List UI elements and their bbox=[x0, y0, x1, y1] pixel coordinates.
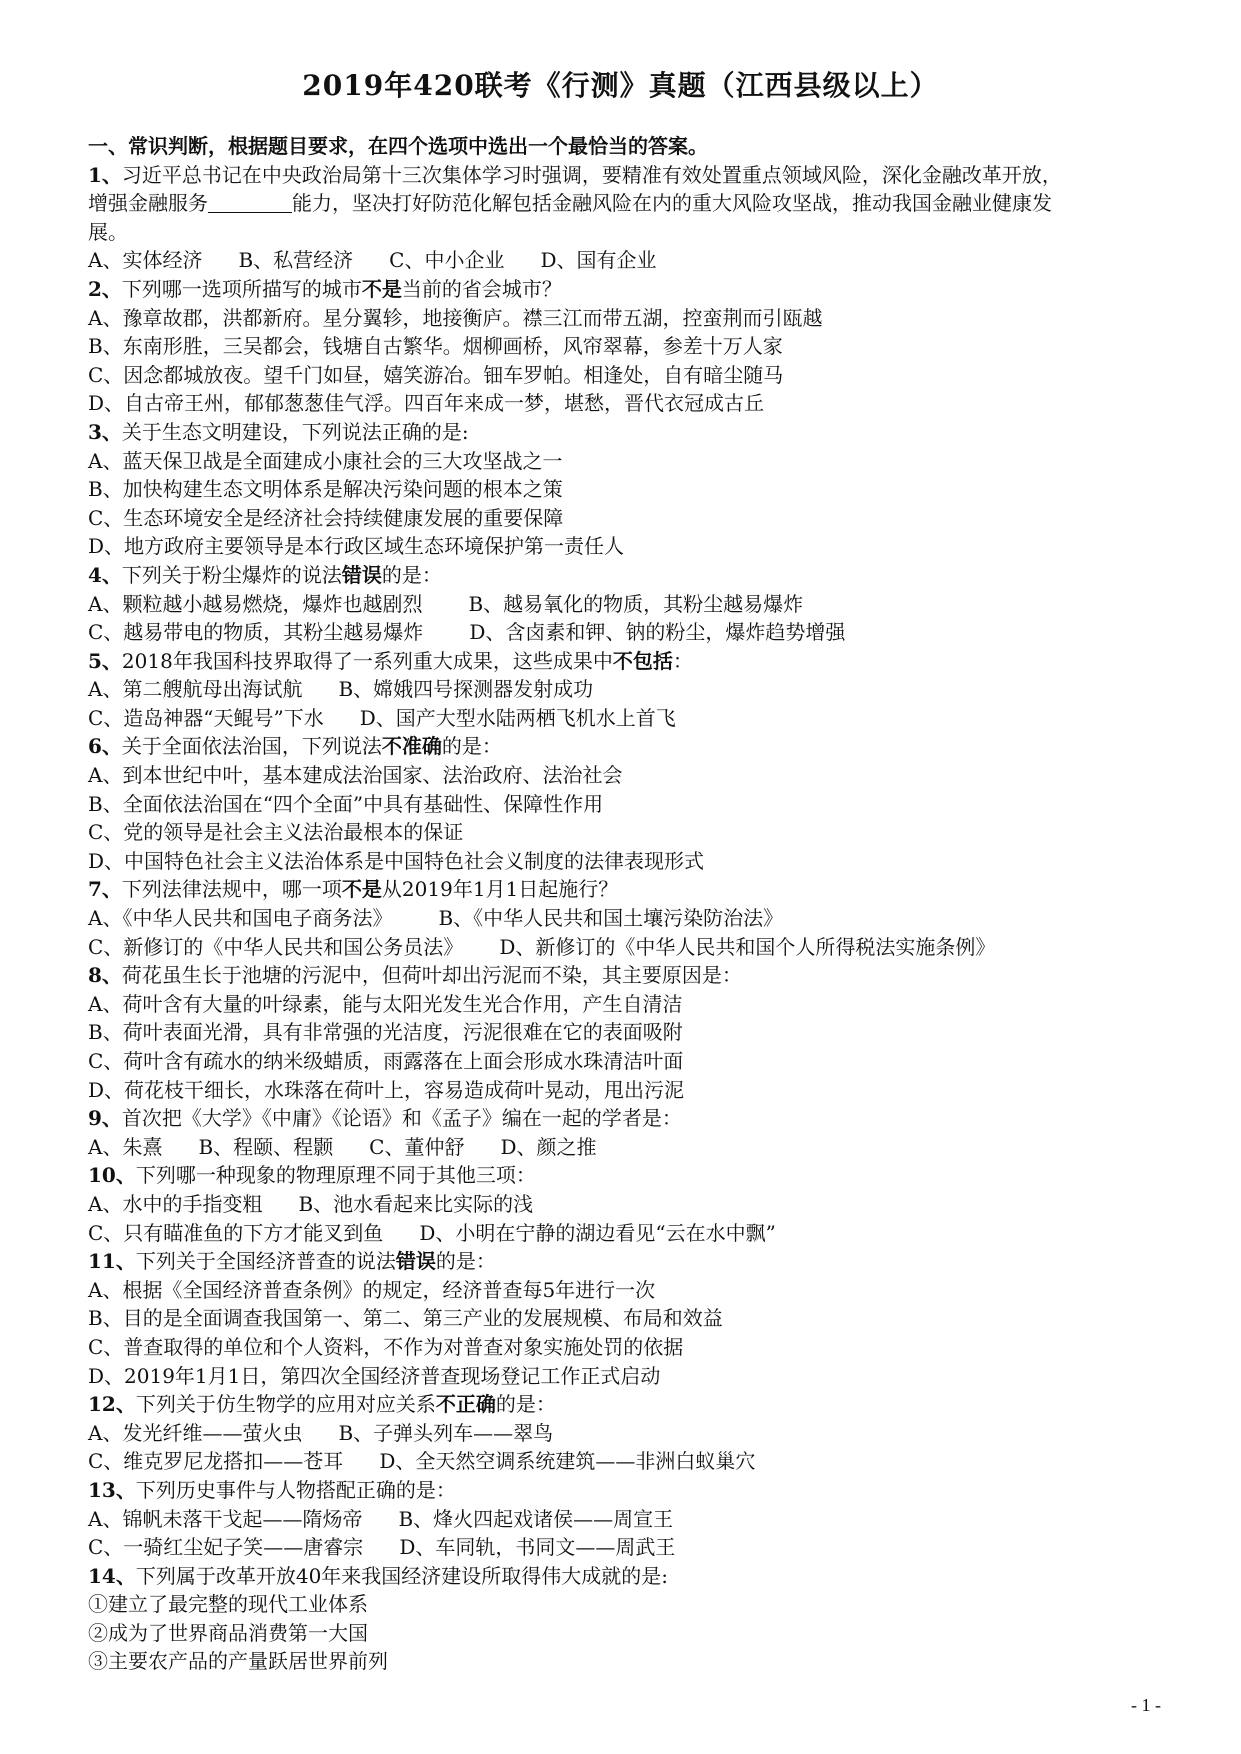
emphasis: 不是 bbox=[361, 276, 402, 301]
option-b: B、目的是全面调查我国第一、第二、第三产业的发展规模、布局和效益 bbox=[88, 1306, 723, 1331]
page-title: 2019年420联考《行测》真题（江西县级以上） bbox=[302, 69, 939, 102]
question-4-stem: 4、下列关于粉尘爆炸的说法错误的是： bbox=[88, 562, 442, 587]
option-a: A、根据《全国经济普查条例》的规定，经济普查每5年进行一次 bbox=[88, 1277, 656, 1302]
question-list bbox=[88, 132, 1160, 1676]
option-a: A、颗粒越小越易燃烧，爆炸也越剧烈 bbox=[88, 591, 423, 616]
question-12-options-row1 bbox=[88, 1419, 1160, 1448]
option-c: C、只有瞄准鱼的下方才能叉到鱼 bbox=[88, 1220, 384, 1245]
question-number: 5、 bbox=[88, 648, 122, 673]
option-c: C、生态环境安全是经济社会持续健康发展的重要保障 bbox=[88, 505, 564, 530]
option-a: A、实体经济 bbox=[88, 248, 203, 273]
emphasis: 不准确 bbox=[381, 734, 442, 759]
option-a: A、朱熹 bbox=[88, 1134, 163, 1159]
question-number: 1、 bbox=[88, 162, 122, 187]
option-d: D、小明在宁静的湖边看见“云在水中飘” bbox=[419, 1220, 776, 1245]
option-d: D、地方政府主要领导是本行政区域生态环境保护第一责任人 bbox=[88, 534, 625, 559]
question-13-options-row2 bbox=[88, 1533, 1160, 1562]
option-c: C、新修订的《中华人民共和国公务员法》 bbox=[88, 934, 464, 959]
option-c: C、中小企业 bbox=[389, 248, 505, 273]
question-7-options-row2 bbox=[88, 933, 1160, 962]
option-b: B、程颐、程颢 bbox=[198, 1134, 334, 1159]
option-d: D、新修订的《中华人民共和国个人所得税法实施条例》 bbox=[499, 934, 996, 959]
question-2-stem: 2、下列哪一选项所描写的城市不是当前的省会城市？ bbox=[88, 276, 562, 301]
question-4-options-row1 bbox=[88, 590, 1160, 619]
question-5-options-row2 bbox=[88, 704, 1160, 733]
option-d: D、中国特色社会主义法治体系是中国特色社会义制度的法律表现形式 bbox=[88, 848, 705, 873]
emphasis: 不是 bbox=[341, 877, 382, 902]
question-12-options-row2 bbox=[88, 1447, 1160, 1476]
question-number: 3、 bbox=[88, 419, 122, 444]
question-9-stem: 9、首次把《大学》《中庸》《论语》和《孟子》编在一起的学者是： bbox=[88, 1106, 682, 1131]
emphasis: 错误 bbox=[341, 562, 382, 587]
option-d: D、含卤素和钾、钠的粉尘，爆炸趋势增强 bbox=[469, 620, 846, 645]
statement-2: ②成为了世界商品消费第一大国 bbox=[88, 1620, 368, 1645]
option-d: D、荷花枝干细长，水珠落在荷叶上，容易造成荷叶晃动，甩出污泥 bbox=[88, 1077, 685, 1102]
question-1-stem-cont: 增强金融服务 能力，坚决打好防范化解包括金融风险在内的重大风险攻坚战，推动我国金融业健康发 bbox=[88, 191, 1052, 216]
option-d: D、全天然空调系统建筑——非洲白蚁巢穴 bbox=[379, 1449, 756, 1474]
question-number: 9、 bbox=[88, 1106, 122, 1131]
question-number: 6、 bbox=[88, 734, 122, 759]
option-a: A、荷叶含有大量的叶绿素，能与太阳光发生光合作用，产生自清洁 bbox=[88, 991, 683, 1016]
question-10-options-row1 bbox=[88, 1190, 1160, 1219]
question-14-stem: 14、下列属于改革开放40年来我国经济建设所取得伟大成就的是: bbox=[88, 1563, 669, 1588]
option-c: C、党的领导是社会主义法治最根本的保证 bbox=[88, 820, 464, 845]
statement-3: ③主要农产品的产量跃居世界前列 bbox=[88, 1649, 388, 1674]
question-number: 12、 bbox=[88, 1392, 136, 1417]
section-heading: 一、常识判断，根据题目要求，在四个选项中选出一个最恰当的答案。 bbox=[88, 134, 708, 158]
option-c: C、荷叶含有疏水的纳米级蜡质，雨露落在上面会形成水珠清洁叶面 bbox=[88, 1049, 684, 1073]
question-9-options bbox=[88, 1133, 1160, 1162]
option-b: B、全面依法治国在“四个全面”中具有基础性、保障性作用 bbox=[88, 791, 604, 816]
option-b: B、加快构建生态文明体系是解决污染问题的根本之策 bbox=[88, 477, 563, 502]
fill-in-blank bbox=[208, 192, 292, 213]
option-b: B、私营经济 bbox=[238, 248, 354, 273]
question-number: 7、 bbox=[88, 877, 122, 902]
option-a: A、第二艘航母出海试航 bbox=[88, 677, 303, 702]
option-a: A、水中的手指变粗 bbox=[88, 1191, 263, 1216]
option-a: A、蓝天保卫战是全面建成小康社会的三大攻坚战之一 bbox=[88, 448, 563, 473]
question-7-options-row1 bbox=[88, 904, 1160, 933]
option-d: D、国产大型水陆两栖飞机水上首飞 bbox=[359, 705, 676, 730]
question-number: 11、 bbox=[88, 1249, 136, 1274]
option-a: A、豫章故郡，洪都新府。星分翼轸，地接衡庐。襟三江而带五湖，控蛮荆而引瓯越 bbox=[88, 305, 823, 330]
question-number: 10、 bbox=[88, 1163, 136, 1188]
question-number: 13、 bbox=[88, 1477, 136, 1502]
question-11-stem: 11、下列关于全国经济普查的说法错误的是： bbox=[88, 1249, 496, 1274]
emphasis: 不包括 bbox=[612, 648, 673, 673]
option-a: A、锦帆未落干戈起——隋炀帝 bbox=[88, 1506, 363, 1531]
question-number: 4、 bbox=[88, 562, 122, 587]
option-c: C、维克罗尼龙搭扣——苍耳 bbox=[88, 1449, 344, 1474]
emphasis: 错误 bbox=[395, 1249, 436, 1274]
option-c: C、越易带电的物质，其粉尘越易爆炸 bbox=[88, 620, 424, 645]
option-b: B、越易氧化的物质，其粉尘越易爆炸 bbox=[468, 591, 804, 616]
option-b: B、池水看起来比实际的浅 bbox=[298, 1191, 534, 1216]
option-b: B、《中华人民共和国土壤污染防治法》 bbox=[438, 906, 784, 931]
question-10-options-row2 bbox=[88, 1219, 1160, 1248]
option-b: B、荷叶表面光滑，具有非常强的光洁度，污泥很难在它的表面吸附 bbox=[88, 1020, 683, 1045]
question-12-stem: 12、下列关于仿生物学的应用对应关系不正确的是： bbox=[88, 1392, 556, 1417]
question-5-stem: 5、2018年我国科技界取得了一系列重大成果，这些成果中不包括： bbox=[88, 648, 693, 673]
question-7-stem: 7、下列法律法规中，哪一项不是从2019年1月1日起施行？ bbox=[88, 877, 619, 902]
option-c: C、普查取得的单位和个人资料，不作为对普查对象实施处罚的依据 bbox=[88, 1334, 684, 1359]
option-b: B、嫦娥四号探测器发射成功 bbox=[338, 677, 594, 702]
question-6-stem: 6、关于全面依法治国，下列说法不准确的是： bbox=[88, 734, 502, 759]
option-a: A、发光纤维——萤火虫 bbox=[88, 1420, 303, 1445]
statement-1: ①建立了最完整的现代工业体系 bbox=[88, 1592, 368, 1617]
question-4-options-row2 bbox=[88, 618, 1160, 647]
option-d: D、国有企业 bbox=[540, 248, 657, 273]
emphasis: 不正确 bbox=[435, 1392, 496, 1417]
option-a: A、《中华人民共和国电子商务法》 bbox=[88, 906, 393, 931]
question-10-stem: 10、下列哪一种现象的物理原理不同于其他三项： bbox=[88, 1163, 536, 1188]
option-b: B、烽火四起戏诸侯——周宣王 bbox=[398, 1506, 674, 1531]
option-d: D、车同轨，书同文——周武王 bbox=[399, 1535, 676, 1560]
question-13-stem: 13、下列历史事件与人物搭配正确的是： bbox=[88, 1477, 456, 1502]
question-number: 2、 bbox=[88, 276, 122, 301]
option-d: D、自古帝王州，郁郁葱葱佳气浮。四百年来成一梦，堪愁，晋代衣冠成古丘 bbox=[88, 391, 765, 416]
option-c: C、造岛神器“天鲲号”下水 bbox=[88, 705, 324, 730]
option-b: B、东南形胜，三吴都会，钱塘自古繁华。烟柳画桥，风帘翠幕，参差十万人家 bbox=[88, 334, 783, 359]
option-c: C、一骑红尘妃子笑——唐睿宗 bbox=[88, 1535, 364, 1560]
question-1-stem: 1、习近平总书记在中央政治局第十三次集体学习时强调，要精准有效处置重点领域风险，深化金融改革开放， bbox=[88, 162, 1062, 187]
question-13-options-row1 bbox=[88, 1505, 1160, 1534]
question-1-stem-end: 展。 bbox=[88, 219, 128, 244]
option-d: D、颜之推 bbox=[500, 1134, 597, 1159]
option-c: C、董仲舒 bbox=[369, 1134, 465, 1159]
question-1-options bbox=[88, 246, 1160, 275]
question-number: 8、 bbox=[88, 963, 122, 988]
question-number: 14、 bbox=[88, 1563, 136, 1588]
option-b: B、子弹头列车——翠鸟 bbox=[338, 1420, 554, 1445]
option-c: C、因念都城放夜。望千门如昼，嬉笑游冶。钿车罗帕。相逢处，自有暗尘随马 bbox=[88, 362, 784, 387]
page-number: - 1 - bbox=[1131, 1695, 1161, 1715]
question-3-stem: 3、关于生态文明建设，下列说法正确的是: bbox=[88, 419, 469, 444]
option-a: A、到本世纪中叶，基本建成法治国家、法治政府、法治社会 bbox=[88, 763, 623, 788]
option-d: D、2019年1月1日，第四次全国经济普查现场登记工作正式启动 bbox=[88, 1363, 661, 1388]
question-5-options-row1 bbox=[88, 675, 1160, 704]
question-8-stem: 8、荷花虽生长于池塘的污泥中，但荷叶却出污泥而不染，其主要原因是： bbox=[88, 963, 742, 988]
